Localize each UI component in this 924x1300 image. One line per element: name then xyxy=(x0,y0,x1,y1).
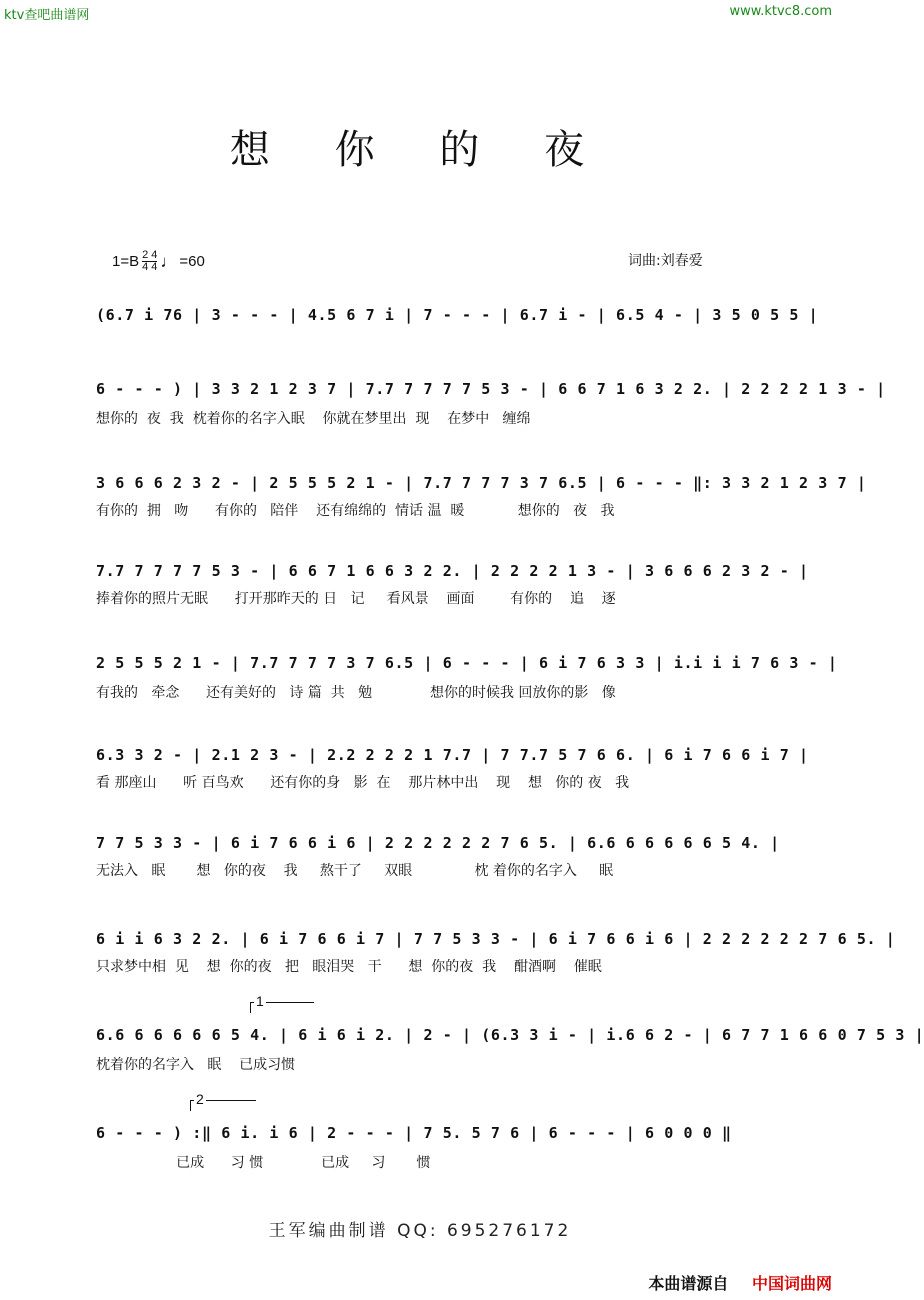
notation-row-5 xyxy=(96,648,838,680)
notation-row-text: 6 - - - ) | 3 3 2 1 2 3 7 | 7.7 7 7 7 7 5 3 - | 6 6 7 1 6 3 2 2. | 2 2 2 2 1 3 - | xyxy=(96,380,886,398)
notation-row-7 xyxy=(96,828,780,860)
time-signature xyxy=(142,250,157,273)
time-signature-bottom: 4 4 xyxy=(142,261,158,273)
lyric-row-2: 想你的 夜 我 枕着你的名字入眠 你就在梦里出 现 在梦中 缠绵 xyxy=(96,411,531,427)
notation-row-10 xyxy=(96,1118,746,1150)
lyric-row-3: 有你的 拥 吻 有你的 陪伴 还有绵绵的 情话 温 暖 想你的 夜 我 xyxy=(96,503,615,519)
quarter-note-icon: ♩ xyxy=(160,251,178,271)
notation-row-text: 6 - - - ) :‖ 6 i. i 6 | 2 - - - | 7 5. 5 7 6 | 6 - - - | 6 0 0 0 ‖ xyxy=(96,1124,732,1142)
source-brand-name: 中国词曲网 xyxy=(751,1274,832,1293)
source-brand-prefix: 本曲谱源自 xyxy=(648,1274,729,1293)
second-ending-number: 2 xyxy=(196,1091,204,1107)
notation-row-1 xyxy=(96,300,819,332)
lyric-row-9: 枕着你的名字入 眠 已成习惯 xyxy=(96,1057,296,1073)
first-ending-bracket xyxy=(250,993,314,1013)
tempo-label: =60 xyxy=(179,253,205,270)
notation-row-text: 6.3 3 2 - | 2.1 2 3 - | 2.2 2 2 2 1 7.7 | 7 7.7 5 7 6 6. | 6 i 7 6 6 i 7 | xyxy=(96,746,809,764)
notation-row-text: 6 i i 6 3 2 2. | 6 i 7 6 6 i 7 | 7 7 5 3 3 - | 6 i 7 6 6 i 6 | 2 2 2 2 2 2 7 6 5. | xyxy=(96,930,896,948)
notation-row-text: 7.7 7 7 7 7 5 3 - | 6 6 7 1 6 6 3 2 2. | 2 2 2 2 1 3 - | 3 6 6 6 2 3 2 - | xyxy=(96,562,809,580)
lyric-row-8: 只求梦中相 见 想 你的夜 把 眼泪哭 干 想 你的夜 我 酣酒啊 催眠 xyxy=(96,959,602,975)
lyric-row-7: 无法入 眠 想 你的夜 我 熬干了 双眼 枕 着你的名字入 眠 xyxy=(96,863,614,879)
lyric-row-10: 已成 习 惯 已成 习 惯 xyxy=(96,1155,431,1171)
source-brand xyxy=(648,1271,832,1294)
lyric-row-5: 有我的 牵念 还有美好的 诗 篇 共 勉 想你的时候我 回放你的影 像 xyxy=(96,685,616,701)
site-url-right: www.ktvc8.com xyxy=(729,4,832,19)
notation-row-text: (6.7 i 76 | 3 - - - | 4.5 6 7 i | 7 - - - | 6.7 i - | 6.5 4 - | 3 5 0 5 5 | xyxy=(96,306,819,324)
notation-row-2 xyxy=(96,374,886,406)
notation-row-text: 6.6 6 6 6 6 6 5 4. | 6 i 6 i 2. | 2 - | (6.3 3 i - | i.6 6 2 - | 6 7 7 1 6 6 0 7 5 3 | xyxy=(96,1026,924,1044)
lyric-row-4: 捧着你的照片无眠 打开那昨天的 日 记 看风景 画面 有你的 追 逐 xyxy=(96,591,616,607)
arranger-footer: 王军编曲制谱 QQ: 695276172 xyxy=(268,1221,572,1241)
time-signature-top: 2 4 xyxy=(142,249,158,261)
notation-row-8 xyxy=(96,924,896,956)
notation-row-3 xyxy=(96,468,867,500)
lyricist-composer-credit: 词曲:刘春爱 xyxy=(628,253,703,269)
notation-row-4 xyxy=(96,556,809,588)
lyric-row-6: 看 那座山 听 百鸟欢 还有你的身 影 在 那片林中出 现 想 你的 夜 我 xyxy=(96,775,630,791)
notation-row-9 xyxy=(96,1020,924,1052)
notation-row-6 xyxy=(96,740,809,772)
notation-row-text: 2 5 5 5 2 1 - | 7.7 7 7 7 3 7 6.5 | 6 - - - | 6 i 7 6 3 3 | i.i i i 7 6 3 - | xyxy=(96,654,838,672)
notation-row-text: 3 6 6 6 2 3 2 - | 2 5 5 5 2 1 - | 7.7 7 7 7 3 7 6.5 | 6 - - - ‖: 3 3 2 1 2 3 7 | xyxy=(96,474,867,492)
second-ending-bracket xyxy=(190,1091,256,1111)
first-ending-number: 1 xyxy=(256,993,264,1009)
key-signature xyxy=(112,250,205,273)
notation-row-text: 7 7 5 3 3 - | 6 i 7 6 6 i 6 | 2 2 2 2 2 2 7 6 5. | 6.6 6 6 6 6 6 5 4. | xyxy=(96,834,780,852)
song-title: 想 你 的 夜 xyxy=(229,127,611,173)
key-label: 1=B xyxy=(112,253,140,270)
site-name-left: ktv查吧曲谱网 xyxy=(4,8,90,23)
